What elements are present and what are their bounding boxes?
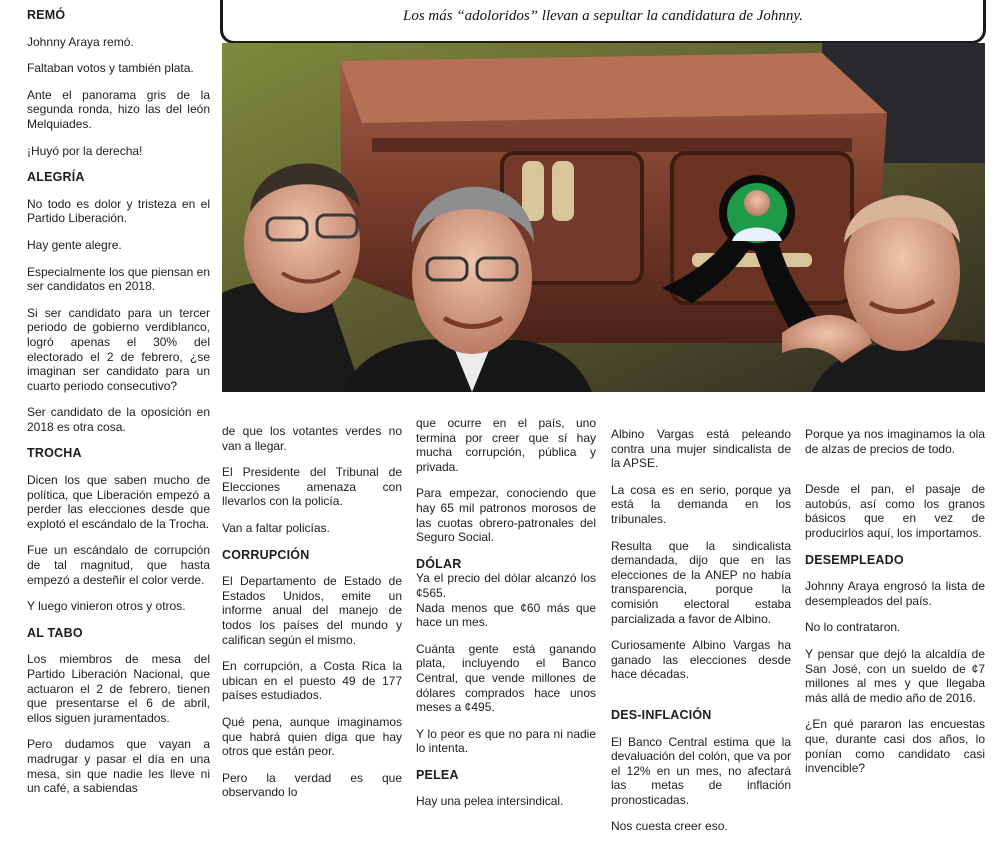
paragraph: Johnny Araya remó. [27, 34, 134, 49]
paragraph: Qué pena, aunque imaginamos que habrá quien diga que hay otros que están peor. [222, 714, 402, 759]
coffin-photo [222, 43, 985, 392]
paragraph: Para empezar, conociendo que hay 65 mil patronos morosos de las cuotas obrero-patronales del Seguro Social. [416, 486, 596, 545]
column-1 [27, 8, 210, 808]
heading-alegria: ALEGRÍA [27, 170, 85, 185]
paragraph: Pero la verdad es que observando lo [222, 770, 402, 800]
paragraph: Y lo peor es que no para ni nadie lo intenta. [416, 726, 596, 756]
caption-box [220, 0, 986, 44]
paragraph: de que los votantes verdes no van a llegar. [222, 424, 402, 453]
paragraph: Especialmente los que piensan en ser candidatos en 2018. [27, 264, 210, 294]
photo-caption: Los más “adoloridos” llevan a sepultar la candidatura de Johnny. [402, 8, 803, 24]
heading-pelea: PELEA [416, 767, 459, 782]
paragraph: Fue un escándalo de corrupción de tal magnitud, que hasta empezó a desteñir el color verde. [27, 543, 210, 587]
paragraph: Albino Vargas está peleando contra una mujer sindicalista de la APSE. [611, 427, 791, 471]
paragraph: Nada menos que ¢60 más que hace un mes. [416, 600, 596, 630]
column-3 [416, 416, 596, 821]
paragraph: Hay gente alegre. [27, 237, 122, 252]
paragraph: Si ser candidato para un tercer periodo de gobierno verdiblanco, logró apenas el 30% del electorado el 2 de febrero, ¿se imaginan ser candidato para un cuarto periodo consecutivo? [27, 305, 210, 393]
paragraph: que ocurre en el país, uno termina por creer que sí hay mucha corrupción, pública y privada. [416, 416, 596, 474]
paragraph: Faltaban votos y también plata. [27, 61, 194, 76]
paragraph: Johnny Araya engrosó la lista de desempleados del país. [805, 579, 985, 608]
paragraph: Porque ya nos imaginamos la ola de alzas de precios de todo. [805, 427, 985, 456]
paragraph: El Banco Central estima que la devaluación del colón, que va por el 12% en un mes, no afectará las metas de inflación pronosticadas. [611, 734, 791, 807]
paragraph: Van a faltar policías. [222, 520, 330, 535]
paragraph: En corrupción, a Costa Rica la ubican en el puesto 49 de 177 países estudiados. [222, 659, 402, 703]
paragraph: ¡Huyó por la derecha! [27, 143, 143, 158]
paragraph: Y luego vinieron otros y otros. [27, 599, 186, 614]
paragraph: Los miembros de mesa del Partido Liberación Nacional, que actuaron el 2 de febrero, tienen que presentarse el 6 de abril, ellos siguen juramentados. [27, 652, 210, 725]
column-5 [805, 427, 985, 788]
paragraph: Dicen los que saben mucho de política, que Liberación empezó a perder las elecciones desde que explotó el escándalo de la Trocha. [27, 473, 210, 531]
paragraph: Curiosamente Albino Vargas ha ganado las elecciones desde hace décadas. [611, 638, 791, 682]
paragraph: Hay una pelea intersindical. [416, 794, 564, 809]
paragraph: Pero dudamos que vayan a madrugar y pasar el día en una mesa, sin que nadie les lleve ni un café, a sabiendas [27, 737, 210, 796]
paragraph: El Presidente del Tribunal de Elecciones amenaza con llevarlos con la policía. [222, 465, 402, 509]
heading-des-inflacion: DES-INFLACIÓN [611, 707, 712, 722]
paragraph: El Departamento de Estado de Estados Unidos, emite un informe anual del manejo de todos los países del mundo y califican según el mismo. [222, 574, 402, 647]
heading-dolar: DÓLAR [416, 556, 462, 571]
heading-corrupcion: CORRUPCIÓN [222, 547, 310, 562]
paragraph: Ya el precio del dólar alcanzó los ¢565. [416, 571, 596, 600]
paragraph: La cosa es en serio, porque ya está la demanda en los tribunales. [611, 482, 791, 526]
paragraph: ¿En qué pararon las encuestas que, durante casi dos años, lo ponían como candidato casi invencible? [805, 717, 985, 776]
column-4 [611, 427, 791, 846]
paragraph: No lo contrataron. [805, 620, 901, 635]
heading-al-tabo: AL TABO [27, 625, 83, 640]
coffin-photo-illustration [222, 43, 985, 392]
paragraph: Cuánta gente está ganando plata, incluyendo el Banco Central, que vende millones de dólares comprados hace unos meses a ¢495. [416, 641, 596, 715]
paragraph: Resulta que la sindicalista demandada, dijo que en las elecciones de la ANEP no había transparencia, porque la comisión electoral estaba parcializada a favor de Albino. [611, 538, 791, 626]
heading-desempleado: DESEMPLEADO [805, 552, 904, 567]
paragraph: Y pensar que dejó la alcaldía de San José, con un sueldo de ¢7 millones al mes y que llegaba más allá de medio año de 2016. [805, 646, 985, 705]
heading-remo: REMÓ [27, 8, 66, 22]
paragraph: Ser candidato de la oposición en 2018 es otra cosa. [27, 405, 210, 434]
heading-trocha: TROCHA [27, 446, 82, 461]
paragraph: Nos cuesta creer eso. [611, 819, 728, 834]
paragraph: Ante el panorama gris de la segunda ronda, hizo las del león Melquiades. [27, 87, 210, 131]
column-2 [222, 424, 402, 812]
paragraph: No todo es dolor y tristeza en el Partido Liberación. [27, 196, 210, 226]
paragraph: Desde el pan, el pasaje de autobús, así como los granos básicos que en vez de producirlos aquí, los importamos. [805, 482, 985, 540]
